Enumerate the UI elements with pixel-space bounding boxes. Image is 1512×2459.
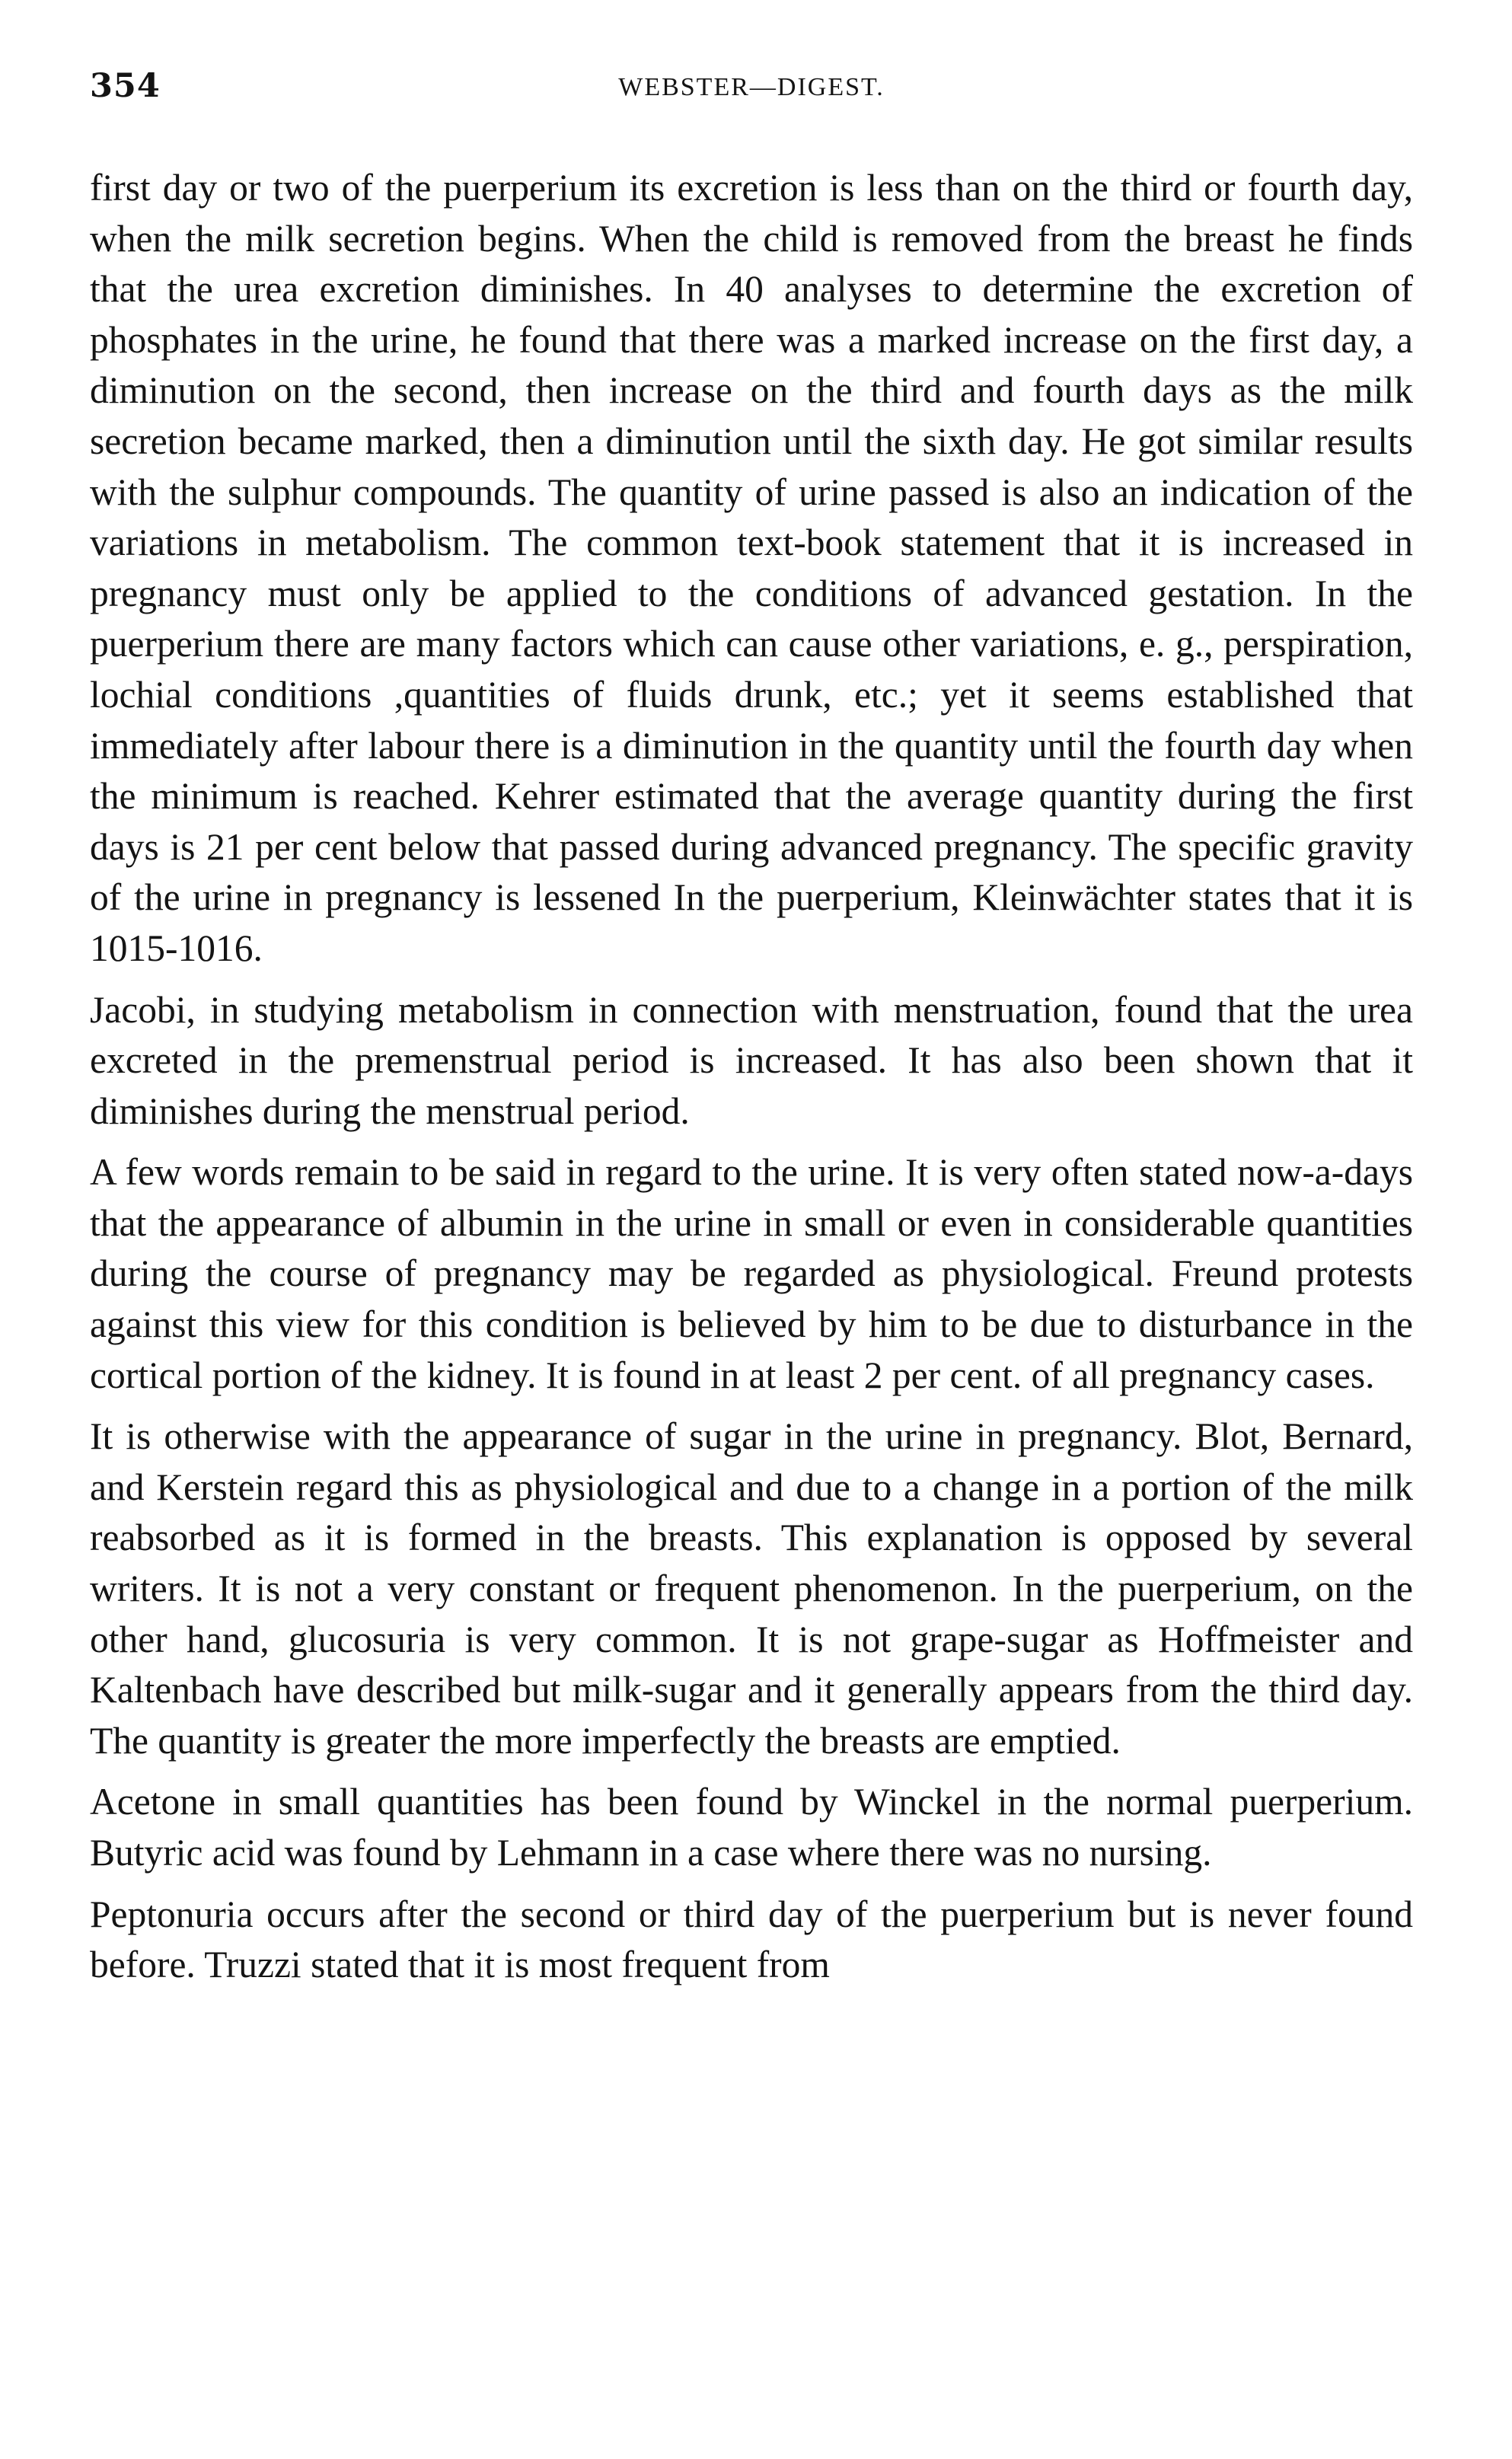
paragraph-urea-phosphates: first day or two of the puerperium its excretion is less than on the third or fourth day, when the milk secretion begins. When the child is removed from the breast he finds that the urea excretion diminishes. In 40 analyses to determine the excretion of phosphates in the urine, he found that there was a marked increase on the first day, a diminution on the second, then increase on the third and fourth days as the milk secretion became marked, then a diminution until the sixth day. He got similar results with the sulphur compounds. The quantity of urine passed is also an indication of the variations in metabolism. The common text-book statement that it is increased in pregnancy must only be applied to the conditions of advanced gestation. In the puerperium there are many factors which can cause other variations, e. g., perspiration, lochial conditions ,quantities of fluids drunk, etc.; yet it seems established that immediately after labour there is a diminution in the quantity until the fourth day when the minimum is reached. Kehrer estimated that the average quantity during the first days is 21 per cent below that passed during advanced pregnancy. The specific gravity of the urine in pregnancy is lessened In the puerperium, Kleinwächter states that it is 1015-1016. bbox=[90, 167, 1413, 969]
document-page bbox=[90, 67, 1413, 1991]
paragraph-sugar: It is otherwise with the appearance of sugar in the urine in pregnancy. Blot, Bernard, and Kerstein regard this as physiological and due to a change in a portion of the milk reabsorbed as it is formed in the breasts. This explanation is opposed by several writers. It is not a very constant or frequent phenomenon. In the puerperium, on the other hand, glucosuria is very common. It is not grape-sugar as Hoffmeister and Kaltenbach have described but milk-sugar and it generally appears from the third day. The quantity is greater the more imperfectly the breasts are emptied. bbox=[90, 1415, 1413, 1762]
paragraph-albumin: A few words remain to be said in regard to the urine. It is very often stated now-a-days that the appearance of albumin in the urine in small or even in considerable quantities during the course of pregnancy may be regarded as physiological. Freund protests against this view for this condition is believed by him to be due to disturbance in the cortical portion of the kidney. It is found in at least 2 per cent. of all pregnancy cases. bbox=[90, 1151, 1413, 1396]
body-text bbox=[90, 163, 1413, 1991]
paragraph-peptonuria: Peptonuria occurs after the second or third day of the puerperium but is never found before. Truzzi stated that it is most frequent from bbox=[90, 1893, 1413, 1986]
paragraph-acetone: Acetone in small quantities has been found by Winckel in the normal puerperium. Butyric acid was found by Lehmann in a case where there was no nursing. bbox=[90, 1781, 1413, 1874]
running-head bbox=[90, 67, 1413, 120]
paragraph-menstruation: Jacobi, in studying metabolism in connection with menstruation, found that the urea excreted in the premenstrual period is increased. It has also been shown that it diminishes during the menstrual period. bbox=[90, 988, 1413, 1132]
page-number: 354 bbox=[90, 67, 161, 105]
running-title: WEBSTER—DIGEST. bbox=[618, 73, 885, 101]
